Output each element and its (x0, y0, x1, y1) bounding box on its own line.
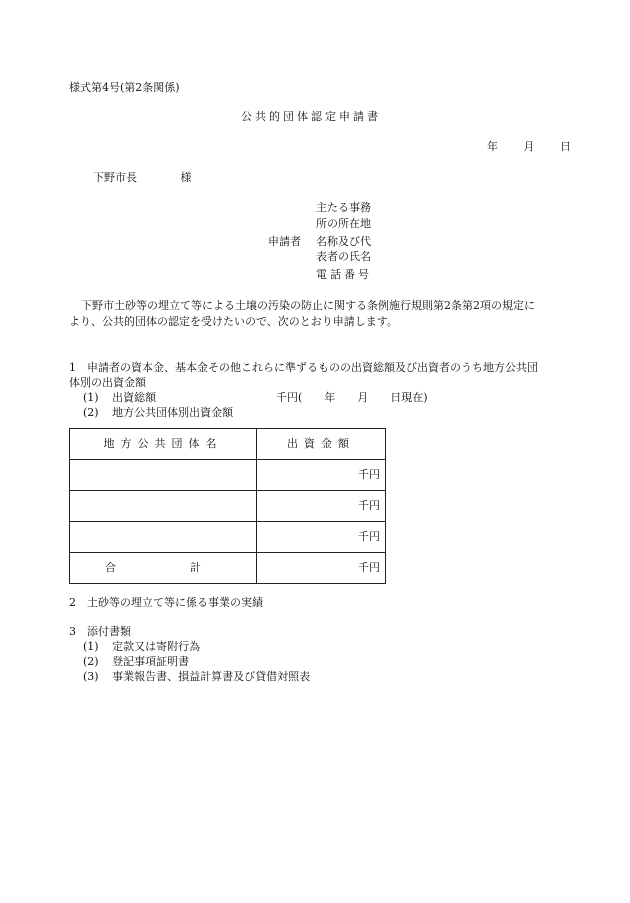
applicant-name-line2: 表者の氏名 (316, 250, 371, 263)
total-label-left: 合 (105, 560, 116, 574)
section1-item1 (83, 391, 156, 405)
section1-heading-line1: 1 申請者の資本金、基本金その他これらに準ずるものの出資総額及び出資者のうち地方公共団 (69, 361, 538, 374)
date-year: 年 (487, 140, 498, 153)
section1-item2 (83, 406, 233, 420)
body-text-line1: 下野市土砂等の埋立て等による土壌の汚染の防止に関する条例施行規則第2条第2項の規定に (81, 299, 535, 312)
table-cell-amount: 千円 (257, 522, 386, 553)
applicant-phone: 電話番号 (316, 268, 372, 281)
table-total-label (70, 553, 257, 584)
table-header-amount: 出資金額 (257, 429, 386, 460)
applicant-label: 申請者 (268, 235, 301, 248)
section3-heading: 3 添付書類 (69, 625, 131, 638)
attachment-item (83, 670, 310, 684)
attachment-item (83, 655, 189, 669)
item-number: (2) (83, 655, 99, 668)
section2-heading: 2 土砂等の埋立て等に係る事業の実績 (69, 596, 263, 609)
applicant-office-line1: 主たる事務 (316, 201, 371, 214)
item-number: (1) (83, 640, 99, 653)
table-row (70, 491, 386, 522)
item-label: 事業報告書、損益計算書及び貸借対照表 (112, 670, 311, 683)
item-label: 定款又は寄附行為 (112, 640, 201, 653)
item-label: 登記事項証明書 (112, 655, 190, 668)
item-label: 出資総額 (112, 391, 157, 404)
table-cell-name (70, 491, 257, 522)
table-row (70, 460, 386, 491)
item-number: (3) (83, 670, 99, 683)
table-row (70, 522, 386, 553)
section1-heading-line2: 体別の出資金額 (69, 376, 146, 389)
table-total-amount: 千円 (257, 553, 386, 584)
date-month: 月 (523, 140, 535, 153)
table-cell-name (70, 460, 257, 491)
applicant-office-line2: 所の所在地 (316, 217, 371, 230)
table-total-row (70, 553, 386, 584)
section1-item1-value: 千円( 年 月 日現在) (276, 391, 428, 404)
date-line (487, 140, 571, 154)
item-number: (1) (83, 391, 99, 404)
attachment-item (83, 640, 200, 654)
addressee-name: 下野市長 (93, 171, 137, 184)
item-label: 地方公共団体別出資金額 (112, 406, 234, 419)
table-cell-amount: 千円 (257, 491, 386, 522)
item-number: (2) (83, 406, 99, 419)
addressee (93, 171, 192, 185)
document-title: 公共的団体認定申請書 (241, 110, 381, 123)
applicant-name-line1: 名称及び代 (316, 235, 371, 248)
table-cell-name (70, 522, 257, 553)
addressee-honorific: 様 (180, 171, 192, 184)
body-text-line2: より、公共的団体の認定を受けたいので、次のとおり申請します。 (69, 315, 398, 328)
table-cell-amount: 千円 (257, 460, 386, 491)
form-number: 様式第4号(第2条関係) (69, 81, 180, 94)
investment-table (69, 428, 386, 584)
total-label-right: 計 (190, 560, 201, 574)
date-day: 日 (560, 140, 571, 153)
table-header-municipality: 地方公共団体名 (70, 429, 257, 460)
table-header-row (70, 429, 386, 460)
